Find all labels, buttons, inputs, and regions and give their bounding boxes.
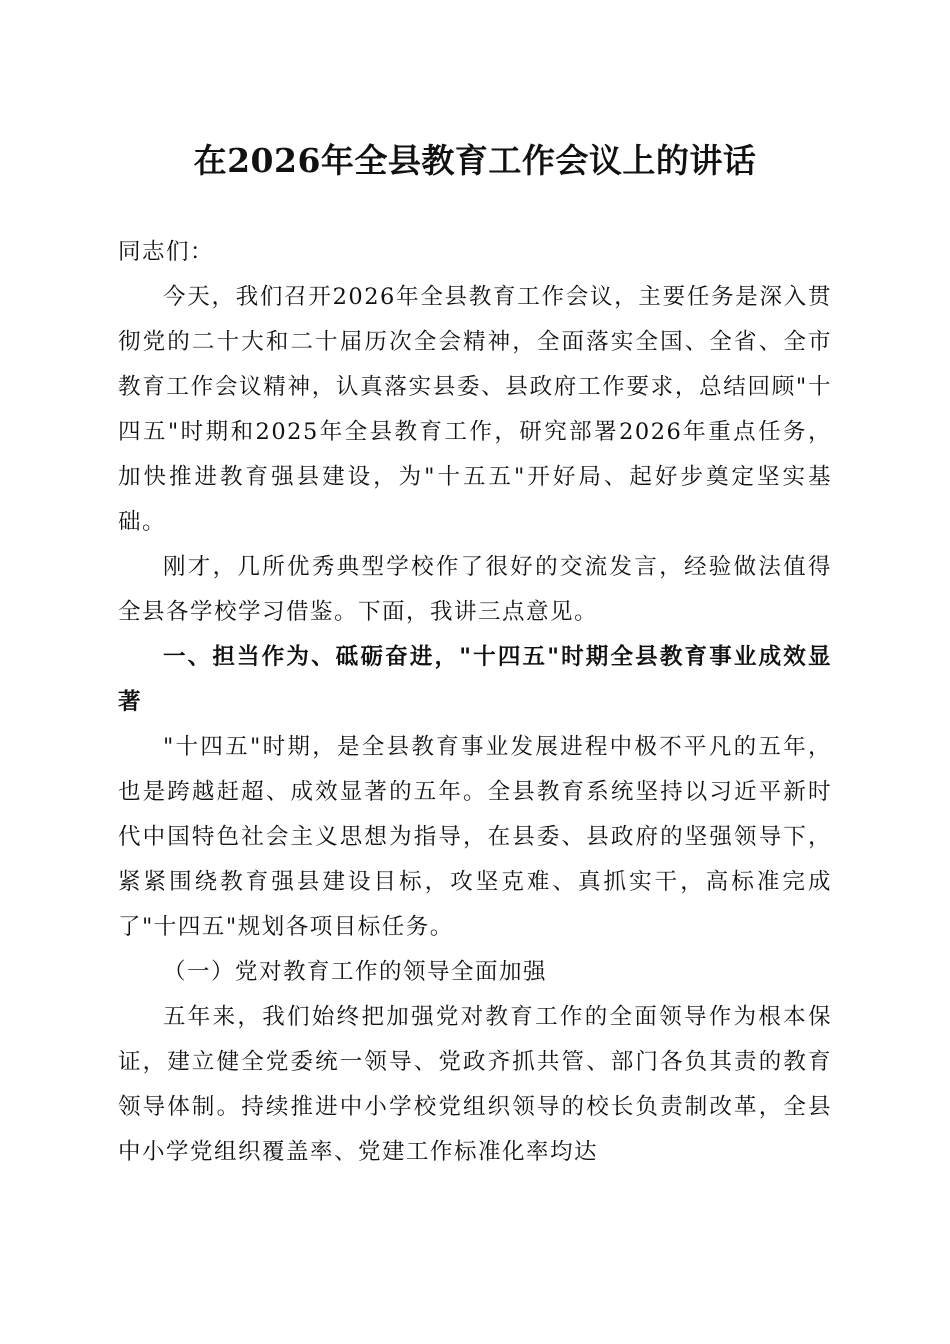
subsection-heading-1: （一）党对教育工作的领导全面加强 [163, 959, 548, 985]
section-heading-1: 一、担当作为、砥砺奋进，"十四五"时期全县教育事业成效显著 [118, 644, 832, 715]
document-title: 在2026年全县教育工作会议上的讲话 [193, 141, 757, 180]
paragraph-subsection-1: 五年来，我们始终把加强党对教育工作的全面领导作为根本保证，建立健全党委统一领导、党政齐抓共管、部门各负其责的教育领导体制。持续推进中小学校党组织领导的校长负责制改革，全县中小学党组织覆盖率、党建工作标准化率均达 [118, 1004, 832, 1165]
paragraph-section-1: "十四五"时期，是全县教育事业发展进程中极不平凡的五年，也是跨越赶超、成效显著的五年。全县教育系统坚持以习近平新时代中国特色社会主义思想为指导，在县委、县政府的坚强领导下，紧紧围绕教育强县建设目标，攻坚克难、真抓实干，高标准完成了"十四五"规划各项目标任务。 [118, 734, 832, 940]
paragraph-intro: 今天，我们召开2026年全县教育工作会议，主要任务是深入贯彻党的二十大和二十届历次全会精神，全面落实全国、全省、全市教育工作会议精神，认真落实县委、县政府工作要求，总结回顾"十四五"时期和2025年全县教育工作，研究部署2026年重点任务，加快推进教育强县建设，为"十五五"开好局、起好步奠定坚实基础。 [118, 284, 832, 535]
document-body [118, 230, 832, 1175]
salutation: 同志们： [118, 239, 215, 265]
paragraph-transition: 刚才，几所优秀典型学校作了很好的交流发言，经验做法值得全县各学校学习借鉴。下面，我讲三点意见。 [118, 554, 832, 625]
